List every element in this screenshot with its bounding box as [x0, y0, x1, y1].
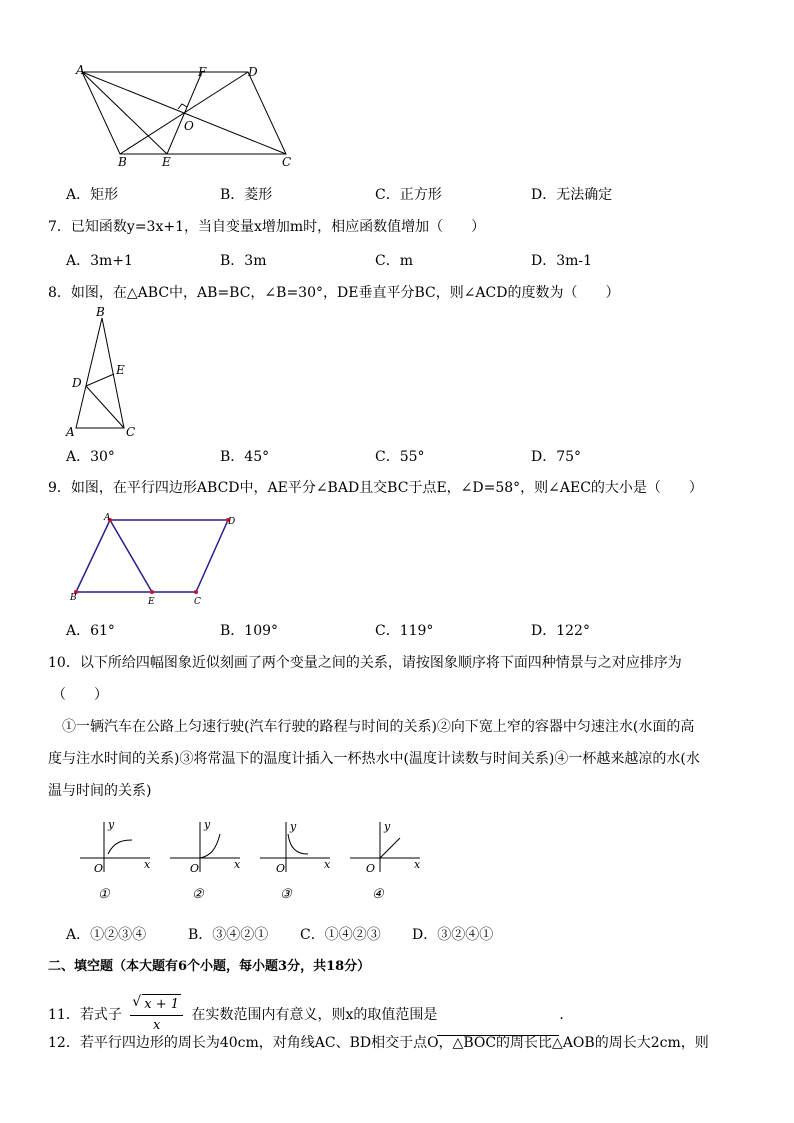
q8-label-D: D [72, 376, 82, 390]
q7-option-c[interactable]: C．m [375, 253, 413, 269]
q6-parallelogram-figure [74, 62, 304, 170]
q10-graph-1 [76, 818, 156, 904]
q6-option-a[interactable]: A．矩形 [66, 187, 119, 203]
q10-stem-paren: （ ） [52, 687, 108, 703]
q8-option-a[interactable]: A．30° [66, 449, 115, 465]
q7-stem: 7．已知函数y=3x+1，当自变量x增加m时，相应函数值增加（ ） [48, 219, 486, 235]
q9-label-D: D [228, 517, 236, 527]
q8-triangle-figure [62, 306, 152, 442]
svg-text:y: y [384, 820, 391, 833]
q8-label-E: E [116, 363, 125, 377]
q10-stem: 10．以下所给四幅图象近似刻画了两个变量之间的关系，请按图象顺序将下面四种情景与之对应排序为 [48, 655, 682, 671]
q6-label-F: F [198, 65, 207, 79]
q10-graph-4 [346, 818, 426, 904]
q6-label-B: B [118, 155, 127, 169]
q11-fraction [130, 994, 183, 1036]
q10-graph-3 [256, 818, 336, 904]
q6-label-E: E [162, 155, 171, 169]
q6-option-c[interactable]: C．正方形 [375, 187, 442, 203]
q10-body-line3: 温与时间的关系) [48, 783, 152, 799]
svg-text:y: y [108, 818, 115, 831]
q10-graph-1-label: ① [98, 887, 110, 902]
q10-graph-4-label: ④ [372, 887, 384, 902]
q8-label-C: C [126, 425, 136, 439]
q8-option-b[interactable]: B．45° [220, 449, 270, 465]
q8-label-A: A [66, 425, 75, 439]
q9-label-E: E [148, 597, 155, 606]
q10-option-a[interactable]: A．①②③④ [66, 927, 147, 943]
q11-denominator: x [152, 1018, 161, 1033]
q6-option-b[interactable]: B．菱形 [220, 187, 273, 203]
q9-label-A: A [104, 513, 111, 523]
svg-text:y: y [290, 820, 297, 833]
q8-stem: 8．如图，在△ABC中，AB=BC，∠B=30°，DE垂直平分BC，则∠ACD的度数为（ ） [48, 285, 620, 301]
q9-label-C: C [194, 597, 201, 606]
svg-text:y: y [204, 818, 211, 831]
svg-text:O: O [366, 862, 376, 875]
q9-option-c[interactable]: C．119° [375, 623, 434, 639]
svg-text:O: O [276, 862, 286, 875]
q6-label-C: C [282, 155, 292, 169]
q11-end: ． [559, 1007, 574, 1023]
q10-graph-3-label: ③ [280, 887, 292, 902]
q10-graph-2 [166, 818, 246, 904]
q10-option-d[interactable]: D．③②④① [412, 927, 494, 943]
svg-text:x: x [144, 858, 151, 871]
svg-text:O: O [190, 862, 200, 875]
q6-label-D: D [248, 65, 258, 79]
q8-label-B: B [96, 306, 105, 319]
q9-parallelogram-figure [68, 512, 242, 606]
q9-stem: 9．如图，在平行四边形ABCD中，AE平分∠BAD且交BC于点E，∠D=58°，则∠AEC的大小是（ ） [48, 480, 703, 496]
q6-option-d[interactable]: D．无法确定 [531, 187, 613, 203]
q9-option-d[interactable]: D．122° [531, 623, 590, 639]
q7-option-a[interactable]: A．3m+1 [66, 253, 133, 269]
section2-title: 二、填空题（本大题有6个小题，每小题3分，共18分） [48, 959, 371, 974]
q9-option-b[interactable]: B．109° [220, 623, 279, 639]
q6-label-A: A [76, 63, 85, 77]
q10-option-b[interactable]: B．③④②① [188, 927, 269, 943]
q8-option-c[interactable]: C．55° [375, 449, 425, 465]
q11-line [48, 994, 573, 1036]
svg-text:x: x [414, 858, 421, 871]
svg-text:O: O [94, 862, 104, 875]
q12-stem: 12．若平行四边形的周长为40cm，对角线AC、BD相交于点O，△BOC的周长比△AOB的周长大2cm，则 [48, 1035, 709, 1051]
svg-text:x: x [324, 858, 331, 871]
svg-text:x: x [234, 858, 241, 871]
q9-option-a[interactable]: A．61° [66, 623, 115, 639]
q8-option-d[interactable]: D．75° [531, 449, 582, 465]
q11-prefix: 11．若式子 [48, 1007, 122, 1023]
q10-body-line1: ①一辆汽车在公路上匀速行驶(汽车行驶的路程与时间的关系)②向下宽上窄的容器中匀速注水(水面的高 [62, 719, 695, 735]
q10-body-line2: 度与注水时间的关系)③将常温下的温度计插入一杯热水中(温度计读数与时间关系)④一杯越来越凉的水(水 [48, 751, 700, 767]
q7-option-d[interactable]: D．3m-1 [531, 253, 593, 269]
q11-numerator: √ x + 1 [142, 994, 181, 1015]
q9-label-B: B [70, 593, 77, 603]
q6-label-O: O [184, 119, 194, 133]
q10-option-c[interactable]: C．①④②③ [300, 927, 381, 943]
q10-graph-2-label: ② [192, 887, 204, 902]
q11-suffix: 在实数范围内有意义，则x的取值范围是 [191, 1007, 438, 1023]
q7-option-b[interactable]: B．3m [220, 253, 267, 269]
